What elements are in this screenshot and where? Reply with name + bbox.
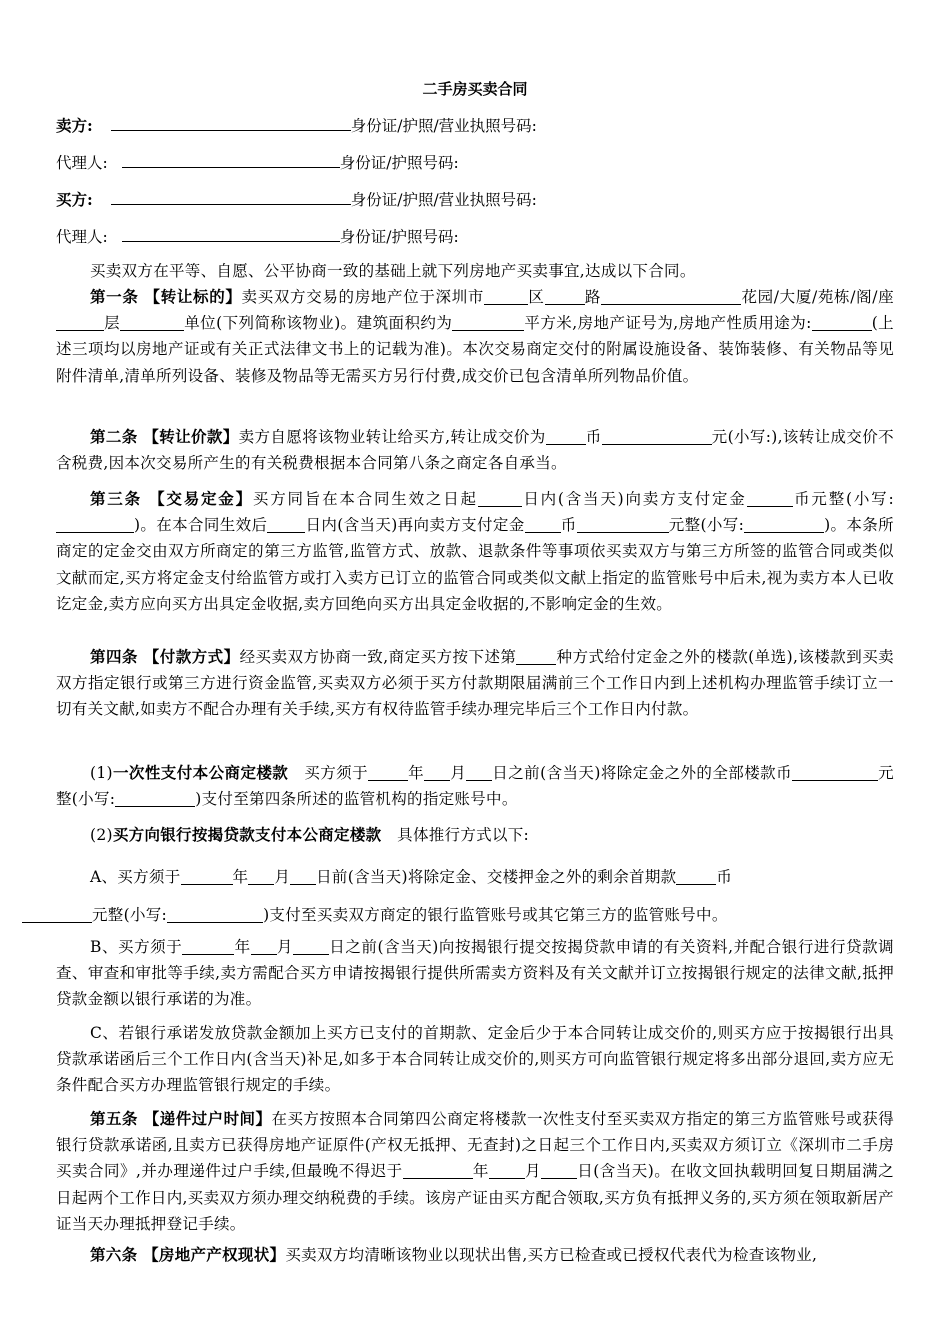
agent1-label: 代理人: [56,154,108,172]
clause-b-text: 年 [234,938,251,956]
article-2-text: ),该转让成交价不含税费,因本次交易所产生的有关税费根据本合同第八条之商定各自承当。 [56,428,894,473]
option-number: (2) [90,826,113,844]
payment-option-2 [56,822,894,848]
payment-option-blank[interactable] [516,648,556,665]
price-amount-blank[interactable] [602,428,712,445]
option-1-text: 年 [408,764,425,782]
clause-a-text: 年 [232,868,249,886]
agent1-name-blank[interactable] [122,153,340,168]
building-blank[interactable] [56,314,104,331]
deposit-days-blank[interactable] [478,490,522,507]
payment-option-1 [56,760,894,812]
article-6-text: 买卖双方均清晰该物业以现状出售,买方已检查或已授权代表代为检查该物业, [285,1246,818,1264]
article-4-text: 种方式给付定金之外的楼款(单选),该楼款到买卖双方指定银行或第三方进行资金监管,买卖双方必须于买方付款期限届满前三个工作日内到上述机构办理监管手续订立一切有关文献,如卖方不配合办理有关手续,买方有权待监管手续办理完毕后三个工作日内付款。 [56,648,894,719]
clause-a-text: 币 [716,868,733,886]
article-6 [56,1242,894,1268]
clause-b-text: B、买方须于 [90,938,183,956]
article-1-text: ,房地产性质用途为: [673,314,812,333]
deadline-year-blank[interactable] [403,1162,473,1179]
article-1-heading: 第一条 【转让标的】 [90,287,242,306]
agent2-id-label: 身份证/护照号码: [339,228,459,246]
option-1-text: 买方须于 [304,764,369,782]
article-2-text: 元(小写: [711,428,772,446]
clause-a-text: A、买方须于 [90,868,181,886]
document-title: 二手房买卖合同 [422,80,528,98]
seller-row [56,116,537,136]
article-3-text: )。本条所商定的定金交由双方所商定的第三方监管,监管方式、放款、退款条件等事项依买卖双方与第三方所签的监管合同或类似文献而定,买方将定金支付给监管方或打入卖方已订立的监管合同或类似文献上指定的监管账号中后未,视为卖方本人已收讫定金,卖方应向买方出具定金收据,卖方回绝向买方出具定金收据的,不影响定金的生效。 [56,516,894,613]
agent2-row [56,227,459,247]
currency-blank[interactable] [676,868,716,885]
option-1-text: 日之前(含当天)将除定金之外的全部楼款币 [492,764,793,782]
figure-blank[interactable] [167,906,263,923]
second-deposit-days-blank[interactable] [267,516,305,533]
clause-a-text: )支付至买卖双方商定的银行监管账号或其它第三方的监管账号中。 [263,906,728,924]
floor-blank[interactable] [120,314,184,331]
figure-blank[interactable] [115,790,195,807]
year-blank[interactable] [368,764,408,781]
article-3-text: 元整(小写: [668,516,745,535]
second-deposit-amount-blank[interactable] [577,516,669,533]
seller-label: 卖方: [56,116,93,135]
clause-a [56,858,894,934]
estate-blank[interactable] [601,288,741,305]
second-deposit-currency-blank[interactable] [525,516,561,533]
article-3-heading: 第三条 【交易定金】 [90,489,253,508]
article-3-text: 币 [560,516,577,535]
deadline-month-blank[interactable] [489,1162,525,1179]
article-2-text: 币 [585,428,602,446]
second-deposit-figure-blank[interactable] [744,516,824,533]
seller-id-label: 身份证/护照/营业执照号码: [350,117,537,135]
clause-b [56,934,894,1013]
district-blank[interactable] [484,288,528,305]
article-3-text: )。在本合同生效后 [134,516,268,535]
article-4-heading: 第四条 【付款方式】 [90,647,240,666]
clause-a-text: 月 [274,868,291,886]
clause-b-text: 月 [276,938,293,956]
article-2-heading: 第二条 【转让价款】 [90,427,239,446]
article-1-text: 卖买双方交易的房地产位于深圳市 [241,288,485,306]
article-5-text: 年 [472,1162,489,1181]
clause-b-text: 日之前(含当天)向按揭银行提交按揭贷款申请的有关资料,并配合银行进行贷款调查、审查和审批等手续,卖方需配合买方申请按揭银行提供所需卖方资料及有关文献并订立按揭银行规定的法律文献,抵押贷款金额以银行承诺的为准。 [56,938,894,1009]
article-1-text: (上述三项均以房地产证或有关正式法律文书上的记载为准)。本次交易商定交付的附属设施设备、装饰装修、有关物品等见附件清单,清单所列设备、装修及物品等无需买方另行付费,成交价已包含清单所列物品价值。 [56,314,894,385]
article-3-text: 日内(含当天)向卖方支付定金 [521,490,747,508]
amount-blank[interactable] [792,764,878,781]
day-blank[interactable] [290,868,316,885]
intro-paragraph: 买卖双方在平等、自愿、公平协商一致的基础上就下列房地产买卖事宜,达成以下合同。 [90,262,696,280]
article-5-text: 月 [524,1162,542,1181]
article-1-text: 单位(下列简称该物业)。建筑面积约为 [184,314,453,333]
option-1-text: )支付至第四条所述的监管机构的指定账号中。 [195,790,518,809]
article-1-text: 花园/大厦/苑栋/阁/座 [741,288,894,306]
buyer-name-blank[interactable] [111,190,351,205]
option-1-heading: 一次性支付本公商定楼款 [112,763,289,782]
amount-blank[interactable] [22,906,92,923]
option-1-text: 元整(小写: [56,764,894,809]
year-blank[interactable] [182,938,234,955]
article-3 [56,486,894,617]
article-4-text: 经买卖双方协商一致,商定买方按下述第 [239,648,517,666]
clause-a-text: 元整(小写: [92,906,168,924]
article-3-text: 买方同旨在本合同生效之日起 [252,490,478,508]
article-2-text: 卖方自愿将该物业转让给买方,转让成交价为 [238,428,546,446]
road-blank[interactable] [545,288,585,305]
area-blank[interactable] [452,314,524,331]
option-2-heading: 买方向银行按揭贷款支付本公商定楼款 [112,825,382,844]
agent1-row [56,153,459,173]
article-1 [56,284,894,389]
article-4 [56,644,894,723]
deposit-currency-blank[interactable] [747,490,793,507]
article-1-text: 路 [584,288,602,306]
buyer-label: 买方: [56,190,93,209]
article-3-text: 日内(含当天)再向卖方支付定金 [305,516,525,535]
agent2-name-blank[interactable] [122,227,340,242]
option-2-text: 具体推行方式以下: [397,826,530,844]
article-1-text: 区 [528,288,545,306]
day-blank[interactable] [293,938,329,955]
month-blank[interactable] [251,938,277,955]
day-blank[interactable] [466,764,492,781]
article-5-heading: 第五条 【递件过户时间】 [90,1109,272,1128]
buyer-id-label: 身份证/护照/营业执照号码: [350,191,537,209]
buyer-row [56,190,537,210]
article-3-text: 币元整(小写: [792,490,894,508]
article-6-heading: 第六条 【房地产产权现状】 [90,1245,286,1264]
price-currency-blank[interactable] [546,428,586,445]
month-blank[interactable] [424,764,450,781]
article-5-text: 在买方按照本合同第四公商定将楼款一次性支付至买卖双方指定的第三方监管账号或获得银行贷款承诺函,且卖方已获得房地产证原件(产权无抵押、无查封)之日起三个工作日内,买卖双方须订立《深圳市二手房买卖合同》,并办理递件过户手续,但最晚不得迟于 [56,1110,895,1181]
agent1-id-label: 身份证/护照号码: [339,154,459,172]
option-number: (1) [90,764,113,782]
deposit-figure-blank[interactable] [56,516,134,533]
article-5-text: 日(含当天)。在收文回执载明回复日期届满之日起两个工作日内,买卖双方须办理交纳税费的手续。该房产证由买方配合领取,买方负有抵押义务的,买方须在领取新居产证当天办理抵押登记手续。 [56,1162,894,1233]
article-1-text: 层 [104,314,121,333]
article-1-text: 平方米,房地产证号为 [524,314,674,333]
year-blank[interactable] [181,868,233,885]
seller-name-blank[interactable] [111,116,351,131]
clause-a-text: 日前(含当天)将除定金、交楼押金之外的剩余首期款 [316,868,677,886]
agent2-label: 代理人: [56,228,108,246]
article-5 [56,1106,894,1237]
month-blank[interactable] [248,868,274,885]
clause-c: C、若银行承诺发放贷款金额加上买方已支付的首期款、定金后少于本合同转让成交价的,则买方应于按揭银行出具贷款承诺函后三个工作日内(含当天)补足,如多于本合同转让成交价的,则买方可向监管银行规定将多出部分退回,卖方应无条件配合买方办理监管银行规定的手续。 [56,1024,894,1095]
article-2 [56,424,894,476]
option-1-text: 月 [450,764,467,782]
deadline-day-blank[interactable] [541,1162,577,1179]
usage-blank[interactable] [812,314,872,331]
